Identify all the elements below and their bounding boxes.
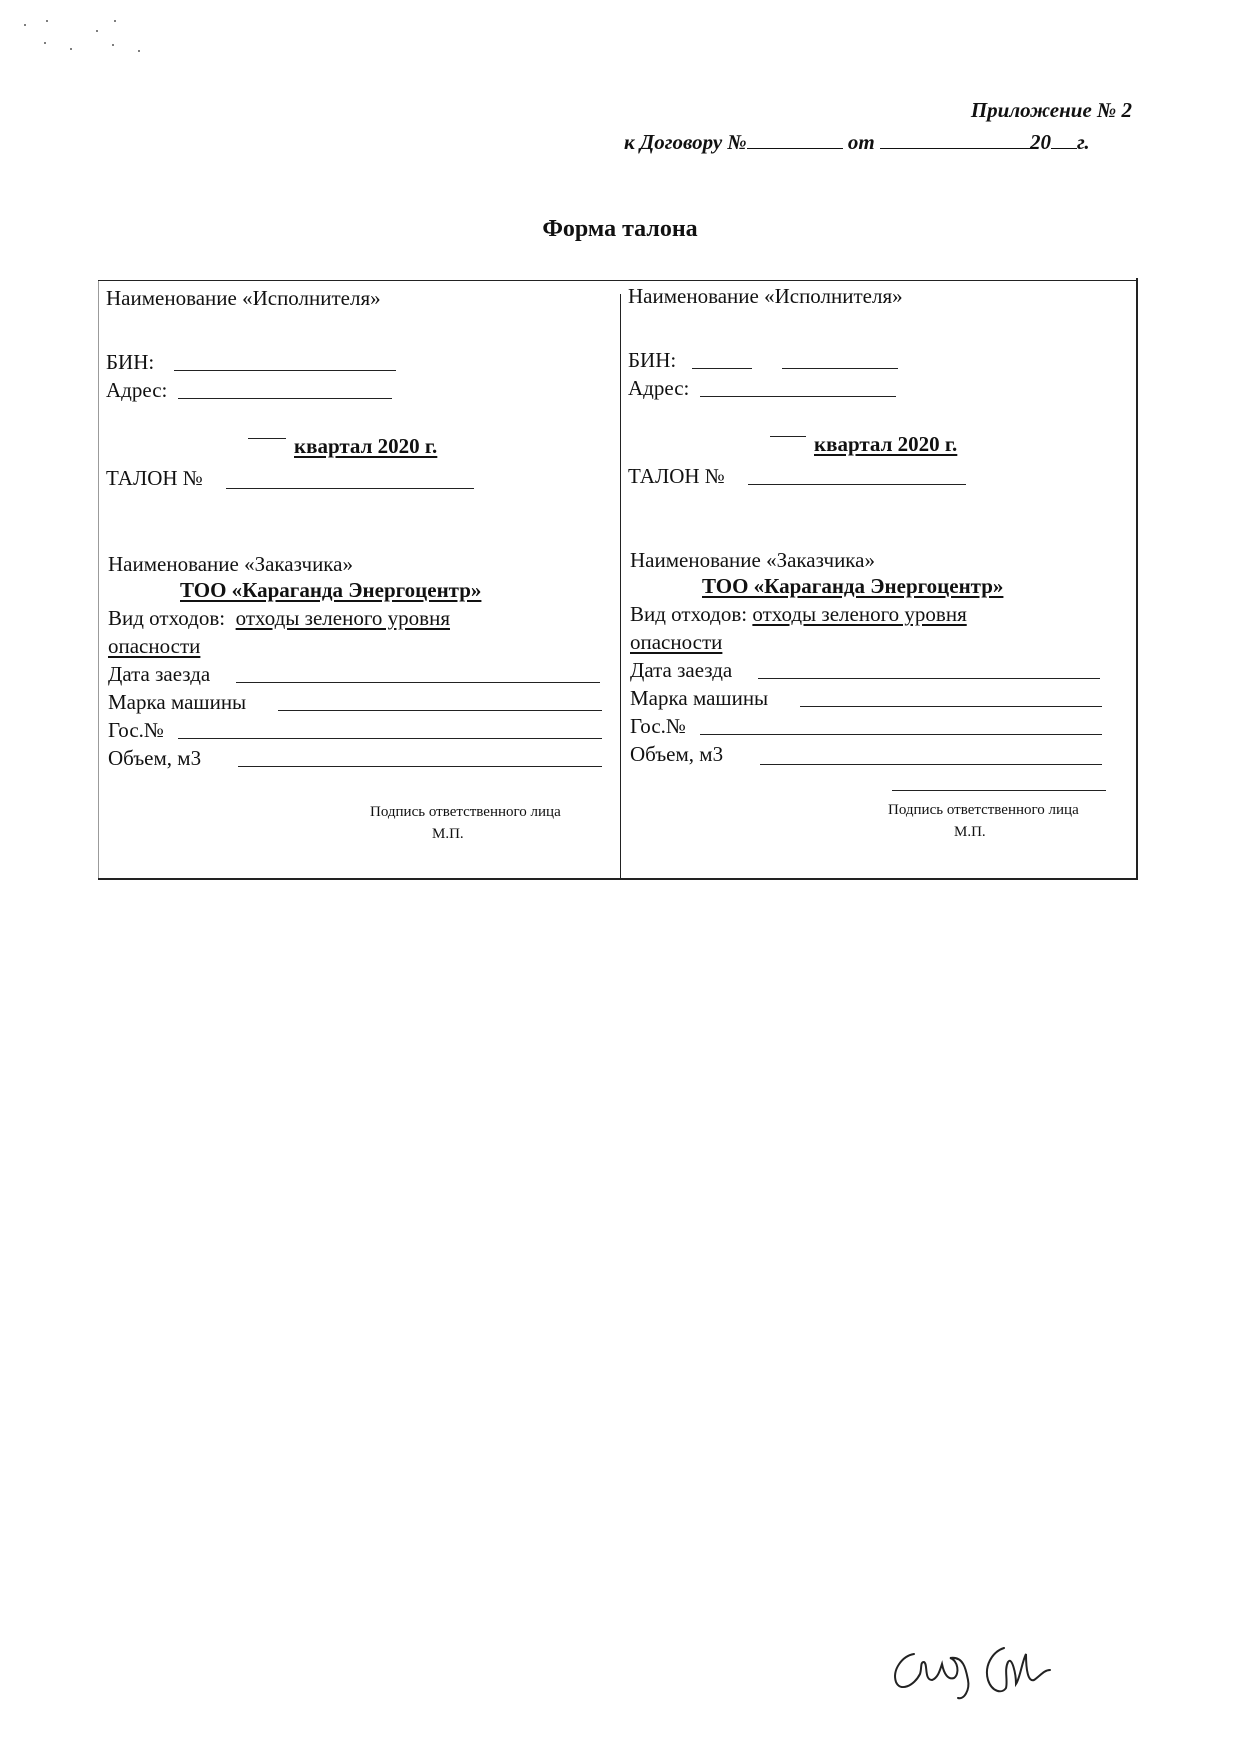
customer-name: ТОО «Караганда Энергоцентр»	[180, 578, 482, 602]
contract-prefix: к Договору №	[624, 130, 747, 154]
coupon-form	[98, 278, 1138, 882]
customer-label: Наименование «Заказчика»	[630, 548, 876, 572]
plate-field[interactable]	[178, 738, 602, 739]
volume-label: Объем, м3	[630, 742, 724, 766]
scan-speck	[112, 44, 114, 46]
stamp-label: М.П.	[954, 824, 986, 840]
contract-date-blank	[880, 130, 1030, 149]
handwritten-signature	[884, 1640, 1064, 1704]
coupon-left	[98, 278, 620, 882]
scan-speck	[138, 50, 140, 52]
volume-field[interactable]	[760, 764, 1102, 765]
executor-label: Наименование «Исполнителя»	[106, 286, 381, 310]
bin-field[interactable]	[174, 370, 396, 371]
arrival-date-field[interactable]	[236, 682, 600, 683]
form-title: Форма талона	[542, 216, 698, 242]
stamp-label: М.П.	[432, 826, 464, 842]
scan-speck	[114, 20, 116, 22]
contract-year-suffix: г.	[1076, 130, 1090, 154]
scan-speck	[96, 30, 98, 32]
contract-number-blank	[747, 130, 843, 149]
talon-number-label: ТАЛОН №	[628, 464, 725, 488]
quarter-label: квартал 2020 г.	[814, 432, 958, 456]
right-border	[1136, 278, 1138, 880]
talon-number-label: ТАЛОН №	[106, 466, 203, 490]
executor-label: Наименование «Исполнителя»	[628, 284, 903, 308]
contract-year-blank	[1051, 130, 1077, 149]
volume-field[interactable]	[238, 766, 602, 767]
quarter-label: квартал 2020 г.	[294, 434, 438, 458]
contract-line	[624, 130, 1090, 155]
volume-label: Объем, м3	[108, 746, 202, 770]
arrival-date-label: Дата заезда	[108, 662, 211, 686]
scan-speck	[44, 42, 46, 44]
arrival-date-field[interactable]	[758, 678, 1100, 679]
quarter-number-field[interactable]	[248, 438, 286, 439]
waste-type-value: отходы зеленого уровня	[235, 606, 450, 630]
scan-speck	[70, 48, 72, 50]
quarter-number-field[interactable]	[770, 436, 806, 437]
address-label: Адрес:	[106, 378, 168, 402]
contract-from: от	[847, 130, 875, 154]
waste-type-value-cont: опасности	[108, 634, 201, 658]
address-field[interactable]	[178, 398, 392, 399]
signature-label: Подпись ответственного лица	[888, 802, 1079, 818]
customer-label: Наименование «Заказчика»	[108, 552, 354, 576]
scan-speck	[46, 20, 48, 22]
arrival-date-label: Дата заезда	[630, 658, 733, 682]
waste-type-label	[108, 606, 450, 630]
coupon-right	[620, 278, 1136, 882]
plate-field[interactable]	[700, 734, 1102, 735]
waste-type-label	[630, 602, 967, 626]
customer-name: ТОО «Караганда Энергоцентр»	[702, 574, 1004, 598]
talon-number-field[interactable]	[226, 488, 474, 489]
address-field[interactable]	[700, 396, 896, 397]
waste-type-caption: Вид отходов:	[108, 606, 226, 630]
scan-speck	[24, 24, 26, 26]
address-label: Адрес:	[628, 376, 690, 400]
talon-number-field[interactable]	[748, 484, 966, 485]
appendix-label: Приложение № 2	[970, 98, 1132, 122]
signature-label: Подпись ответственного лица	[370, 804, 561, 820]
car-brand-field[interactable]	[800, 706, 1102, 707]
plate-label: Гос.№	[630, 714, 686, 738]
bin-label: БИН:	[106, 350, 155, 374]
waste-type-caption: Вид отходов:	[630, 602, 748, 626]
car-brand-label: Марка машины	[630, 686, 769, 710]
waste-type-value-cont: опасности	[630, 630, 723, 654]
plate-label: Гос.№	[108, 718, 164, 742]
bin-field[interactable]	[692, 368, 752, 369]
waste-type-value: отходы зеленого уровня	[752, 602, 967, 626]
signature-field[interactable]	[892, 790, 1106, 791]
bin-field-part[interactable]	[782, 368, 898, 369]
car-brand-label: Марка машины	[108, 690, 247, 714]
contract-year-prefix: 20	[1029, 130, 1051, 154]
car-brand-field[interactable]	[278, 710, 602, 711]
bin-label: БИН:	[628, 348, 677, 372]
